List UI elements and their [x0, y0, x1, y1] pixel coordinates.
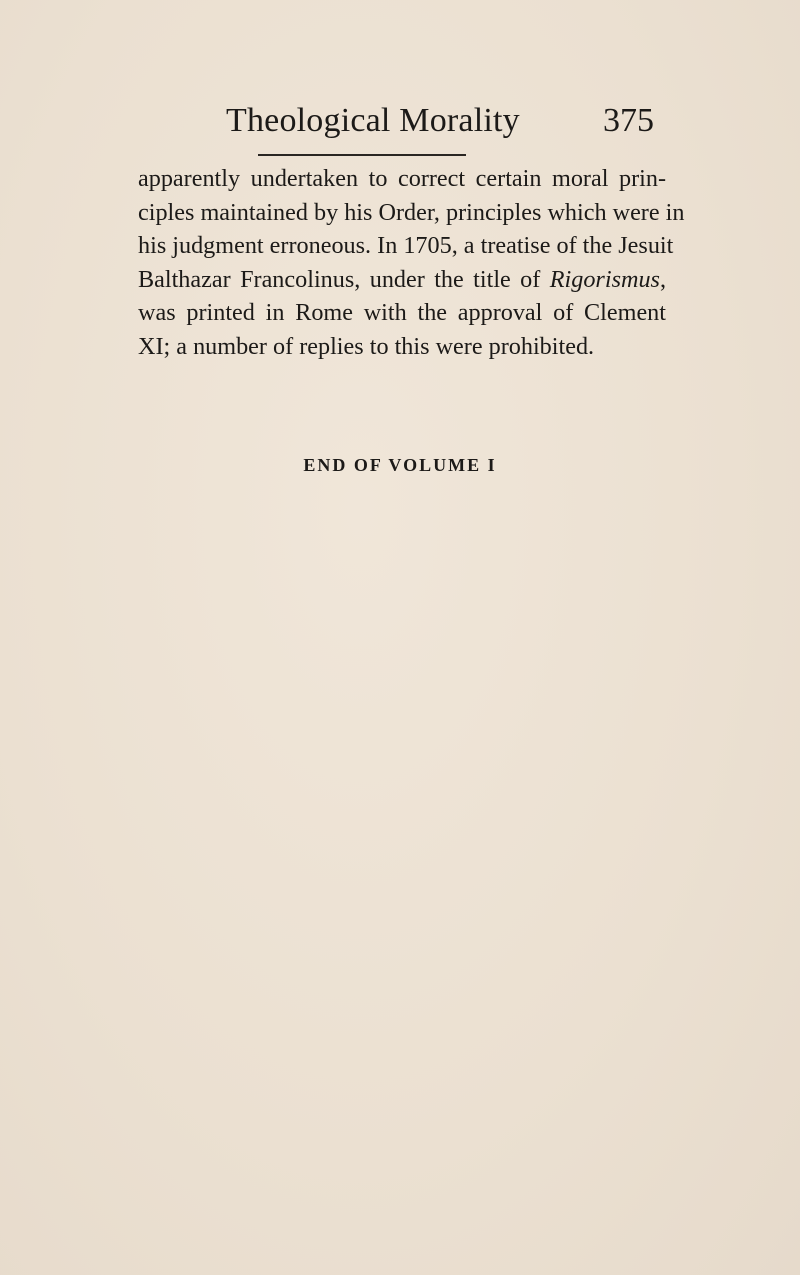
running-title: Theological Morality	[226, 102, 520, 139]
text-line: apparently undertaken to correct certain moral prin-	[138, 165, 666, 192]
text-run: ,	[659, 265, 666, 293]
text-line	[138, 263, 666, 297]
italic-title: Rigorismus	[549, 265, 660, 293]
header-rule	[258, 154, 466, 156]
text-line: ciples maintained by his Order, principles which were in	[138, 198, 685, 226]
body-paragraph	[138, 162, 685, 364]
end-of-volume-mark: END OF VOLUME I	[303, 455, 497, 475]
text-run: Balthazar Francolinus, under the title of	[138, 265, 550, 293]
text-line: his judgment erroneous. In 1705, a treatise of the Jesuit	[138, 232, 674, 260]
text-line: XI; a number of replies to this were prohibited.	[138, 332, 595, 360]
text-line: was printed in Rome with the approval of Clement	[138, 299, 666, 327]
running-head	[226, 102, 656, 150]
page-number: 375	[603, 102, 654, 139]
